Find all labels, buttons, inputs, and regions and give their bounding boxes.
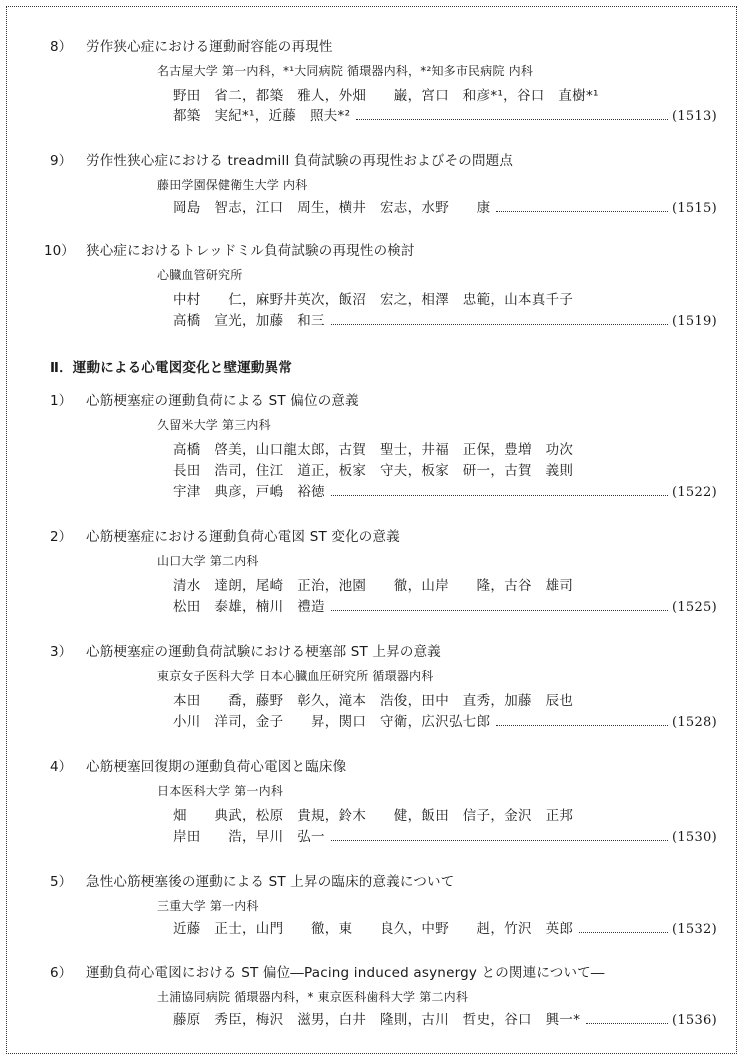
entry-page: (1525) <box>671 600 717 615</box>
entry-number: 10） <box>44 243 75 259</box>
entry-authors: 松田 泰雄，楠川 禮造 <box>173 599 325 615</box>
leader-dots <box>586 1022 668 1024</box>
entry-number: 8） <box>50 39 73 55</box>
entry-title: 急性心筋梗塞後の運動による ST 上昇の臨床的意義について <box>86 874 455 890</box>
entry-number: 5） <box>50 874 73 890</box>
entry-authors: 小川 洋司，金子 昇，関口 守衛，広沢弘七郎 <box>173 714 491 730</box>
entry-affiliation: 山口大学 第二内科 <box>157 554 259 568</box>
leader-dots <box>496 724 668 726</box>
entry-authors: 清水 達朗，尾崎 正治，池園 徹，山岸 隆，古谷 雄司 <box>173 578 574 594</box>
entry-last-line <box>173 595 717 615</box>
leader-dots <box>331 323 668 325</box>
leader-dots <box>331 609 668 611</box>
entry-page: (1515) <box>671 201 717 216</box>
entry-authors: 藤原 秀臣，梅沢 滋男，白井 隆則，古川 哲史，谷口 興一* <box>173 1012 581 1028</box>
entry-title: 心筋梗塞回復期の運動負荷心電図と臨床像 <box>86 759 347 775</box>
entry-authors: 都築 実紀*¹，近藤 照夫*² <box>173 108 351 124</box>
entry-last-line <box>173 917 717 937</box>
entry-affiliation: 土浦協同病院 循環器内科，* 東京医科歯科大学 第二内科 <box>157 990 469 1004</box>
entry-last-line <box>173 710 717 730</box>
entry-page: (1522) <box>671 485 717 500</box>
entry-affiliation: 日本医科大学 第一内科 <box>157 784 284 798</box>
entry-title: 心筋梗塞症の運動負荷試験における梗塞部 ST 上昇の意義 <box>86 644 441 660</box>
entry-authors: 岸田 浩，早川 弘一 <box>173 829 325 845</box>
entry-authors: 岡島 智志，江口 周生，横井 宏志，水野 康 <box>173 200 491 216</box>
entry-page: (1536) <box>671 1013 717 1028</box>
entry-authors: 長田 浩司，住江 道正，板家 守夫，板家 研一，古賀 義則 <box>173 463 574 479</box>
entry-number: 3） <box>50 644 73 660</box>
entry-authors: 畑 典武，松原 貴規，鈴木 健，飯田 信子，金沢 正邦 <box>173 808 574 824</box>
entry-authors: 近藤 正士，山門 徹，東 良久，中野 赳，竹沢 英郎 <box>173 921 574 937</box>
entry-page: (1513) <box>671 109 717 124</box>
entry-title: 心筋梗塞症の運動負荷による ST 偏位の意義 <box>86 393 359 409</box>
entry-number: 6） <box>50 965 73 981</box>
entry-authors: 高橋 啓美，山口龍太郎，古賀 聖士，井福 正保，豊増 功次 <box>173 442 574 458</box>
entry-page: (1530) <box>671 830 717 845</box>
leader-dots <box>331 494 668 496</box>
entry-page: (1532) <box>671 922 717 937</box>
entry-number: 1） <box>50 393 73 409</box>
entry-last-line <box>173 104 717 124</box>
leader-dots <box>331 839 668 841</box>
leader-dots <box>356 118 668 120</box>
leader-dots <box>579 931 668 933</box>
entry-last-line <box>173 309 717 329</box>
entry-page: (1519) <box>671 314 717 329</box>
entry-last-line <box>173 825 717 845</box>
entry-page: (1528) <box>671 715 717 730</box>
entry-affiliation: 久留米大学 第三内科 <box>157 418 271 432</box>
entry-authors: 中村 仁，麻野井英次，飯沼 宏之，相澤 忠範，山本真千子 <box>173 292 574 308</box>
entry-last-line <box>173 196 717 216</box>
entry-last-line <box>173 480 717 500</box>
entry-affiliation: 心臓血管研究所 <box>157 268 243 282</box>
entry-affiliation: 三重大学 第一内科 <box>157 899 259 913</box>
leader-dots <box>496 210 668 212</box>
entry-number: 9） <box>50 153 73 169</box>
entry-title: 運動負荷心電図における ST 偏位―Pacing induced asynergy との関連について― <box>86 965 605 981</box>
entry-title: 労作狭心症における運動耐容能の再現性 <box>86 39 333 55</box>
entry-title: 狭心症におけるトレッドミル負荷試験の再現性の検討 <box>86 243 415 259</box>
entry-title: 労作性狭心症における treadmill 負荷試験の再現性およびその問題点 <box>86 153 514 169</box>
entry-number: 2） <box>50 529 73 545</box>
entry-authors: 高橋 宣光，加藤 和三 <box>173 313 325 329</box>
entry-number: 4） <box>50 759 73 775</box>
section-heading: Ⅱ．運動による心電図変化と壁運動異常 <box>50 360 292 376</box>
entry-last-line <box>173 1008 717 1028</box>
entry-authors: 本田 喬，藤野 彰久，滝本 浩俊，田中 直秀，加藤 辰也 <box>173 693 574 709</box>
entry-affiliation: 藤田学園保健衛生大学 内科 <box>157 178 308 192</box>
entry-authors: 宇津 典彦，戸嶋 裕徳 <box>173 484 325 500</box>
entry-authors: 野田 省二，都築 雅人，外畑 巌，宮口 和彦*¹，谷口 直樹*¹ <box>173 88 599 104</box>
entry-title: 心筋梗塞症における運動負荷心電図 ST 変化の意義 <box>86 529 400 545</box>
entry-affiliation: 名古屋大学 第一内科，*¹大同病院 循環器内科，*²知多市民病院 内科 <box>157 64 534 78</box>
entry-affiliation: 東京女子医科大学 日本心臓血圧研究所 循環器内科 <box>157 669 434 683</box>
